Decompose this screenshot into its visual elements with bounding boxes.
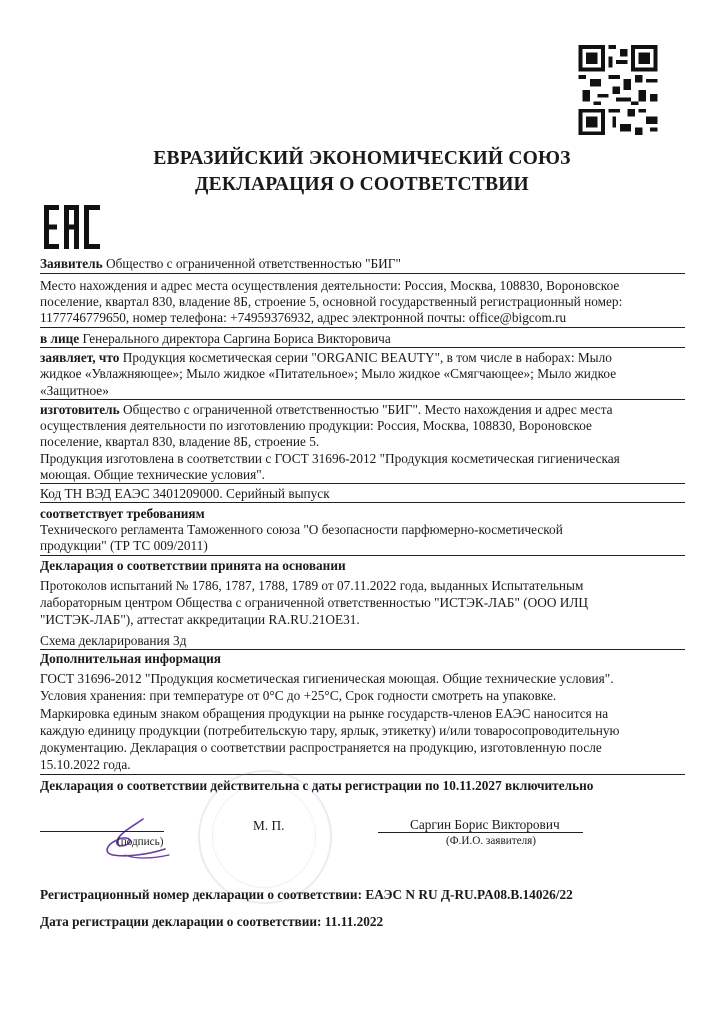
hs-code: Код ТН ВЭД ЕАЭС 3401209000. Серийный выпуск bbox=[40, 486, 330, 501]
applicant-row bbox=[40, 256, 401, 272]
declares-line-1 bbox=[40, 350, 612, 366]
declaration-union-title: ЕВРАЗИЙСКИЙ ЭКОНОМИЧЕСКИЙ СОЮЗ bbox=[153, 148, 571, 169]
applicant-address-line-3: 1177746779650, номер телефона: +74959376932, адрес электронной почты: office@bigcom.ru bbox=[40, 310, 567, 325]
additional-info-label: Дополнительная информация bbox=[40, 651, 221, 666]
manufacturer-name: Общество с ограниченной ответственностью "БИГ". Место нахождения и адрес места bbox=[122, 402, 613, 417]
additional-line-5: документацию. Декларация о соответствии распространяется на продукцию, изготовленную после bbox=[40, 740, 602, 755]
basis-line-1: Протоколов испытаний № 1786, 1787, 1788, 1789 от 07.11.2022 года, выданных Испытательным bbox=[40, 578, 584, 593]
applicant-person-row bbox=[40, 331, 391, 347]
standard-line-1: Продукция изготовлена в соответствии с ГОСТ 31696-2012 "Продукция косметическая гигиеническая bbox=[40, 451, 620, 466]
divider bbox=[40, 327, 685, 328]
signer-caption: (Ф.И.О. заявителя) bbox=[446, 835, 537, 847]
person-name: Генерального директора Саргина Бориса Викторовича bbox=[82, 331, 391, 346]
manufacturer-label: изготовитель bbox=[40, 402, 120, 417]
registration-number: Регистрационный номер декларации о соответствии: ЕАЭС N RU Д-RU.PA08.B.14026/22 bbox=[40, 887, 573, 902]
signature-caption: (подпись) bbox=[117, 836, 164, 848]
eac-logo-icon bbox=[44, 205, 100, 249]
signer-name-line bbox=[378, 832, 583, 833]
additional-line-4: каждую единицу продукции (потребительскую тару, ярлык, этикетку) и/или товаросопроводительную bbox=[40, 723, 620, 738]
divider bbox=[40, 774, 685, 775]
divider bbox=[40, 555, 685, 556]
divider bbox=[40, 273, 685, 274]
registration-date: Дата регистрации декларации о соответствии: 11.11.2022 bbox=[40, 914, 384, 929]
declares-text: Продукция косметическая серии "ORGANIC BEAUTY", в том числе в наборах: Мыло bbox=[122, 350, 612, 365]
manufacturer-line-3: поселение, квартал 830, владение 8Б, строение 5. bbox=[40, 434, 320, 449]
basis-line-3: "ИСТЭК-ЛАБ"), аттестат аккредитации RA.RU.21ОЕ31. bbox=[40, 612, 360, 627]
declares-line-2: жидкое «Увлажняющее»; Мыло жидкое «Питательное»; Мыло жидкое «Смягчающее»; Мыло жидкое bbox=[40, 366, 617, 381]
divider bbox=[40, 649, 685, 650]
manufacturer-line-1 bbox=[40, 402, 613, 418]
divider bbox=[40, 399, 685, 400]
person-label: в лице bbox=[40, 331, 80, 346]
applicant-label: Заявитель bbox=[40, 256, 103, 271]
declares-line-3: «Защитное» bbox=[40, 383, 109, 398]
basis-label: Декларация о соответствии принята на основании bbox=[40, 558, 346, 573]
applicant-address-line-2: поселение, квартал 830, владение 8Б, строение 5, основной государственный регистрационный номер: bbox=[40, 294, 623, 309]
stamp-inner-ring bbox=[212, 784, 316, 888]
applicant-name: Общество с ограниченной ответственностью "БИГ" bbox=[105, 256, 401, 271]
signature-line bbox=[40, 831, 164, 832]
declaration-title: ДЕКЛАРАЦИЯ О СООТВЕТСТВИИ bbox=[195, 174, 529, 195]
standard-line-2: моющая. Общие технические условия". bbox=[40, 467, 265, 482]
validity-statement: Декларация о соответствии действительна с даты регистрации по 10.11.2027 включительно bbox=[40, 778, 594, 793]
applicant-address-line-1: Место нахождения и адрес места осуществления деятельности: Россия, Москва, 108830, Вороновское bbox=[40, 278, 620, 293]
qr-code bbox=[578, 45, 658, 135]
stamp-place-label: М. П. bbox=[253, 818, 285, 833]
requirements-label: соответствует требованиям bbox=[40, 506, 205, 521]
additional-line-6: 15.10.2022 года. bbox=[40, 757, 131, 772]
requirements-line-1: Технического регламента Таможенного союза "О безопасности парфюмерно-косметической bbox=[40, 522, 563, 537]
divider bbox=[40, 483, 685, 484]
divider bbox=[40, 502, 685, 503]
declaration-scheme: Схема декларирования 3д bbox=[40, 633, 187, 648]
basis-line-2: лабораторным центром Общества с ограниченной ответственностью "ИСТЭК-ЛАБ" (ООО ИЛЦ bbox=[40, 595, 588, 610]
divider bbox=[40, 347, 685, 348]
additional-line-3: Маркировка единым знаком обращения продукции на рынке государств-членов ЕАЭС наносится на bbox=[40, 706, 609, 721]
requirements-line-2: продукции" (ТР ТС 009/2011) bbox=[40, 538, 208, 553]
declares-label: заявляет, что bbox=[40, 350, 120, 365]
additional-line-1: ГОСТ 31696-2012 "Продукция косметическая гигиеническая моющая. Общие технические условия". bbox=[40, 671, 614, 686]
manufacturer-line-2: осуществления деятельности по изготовлению продукции: Россия, Москва, 108830, Вороновское bbox=[40, 418, 592, 433]
additional-line-2: Условия хранения: при температуре от 0°С до +25°С, Срок годности смотреть на упаковке. bbox=[40, 688, 557, 703]
signer-name: Саргин Борис Викторович bbox=[410, 817, 560, 832]
